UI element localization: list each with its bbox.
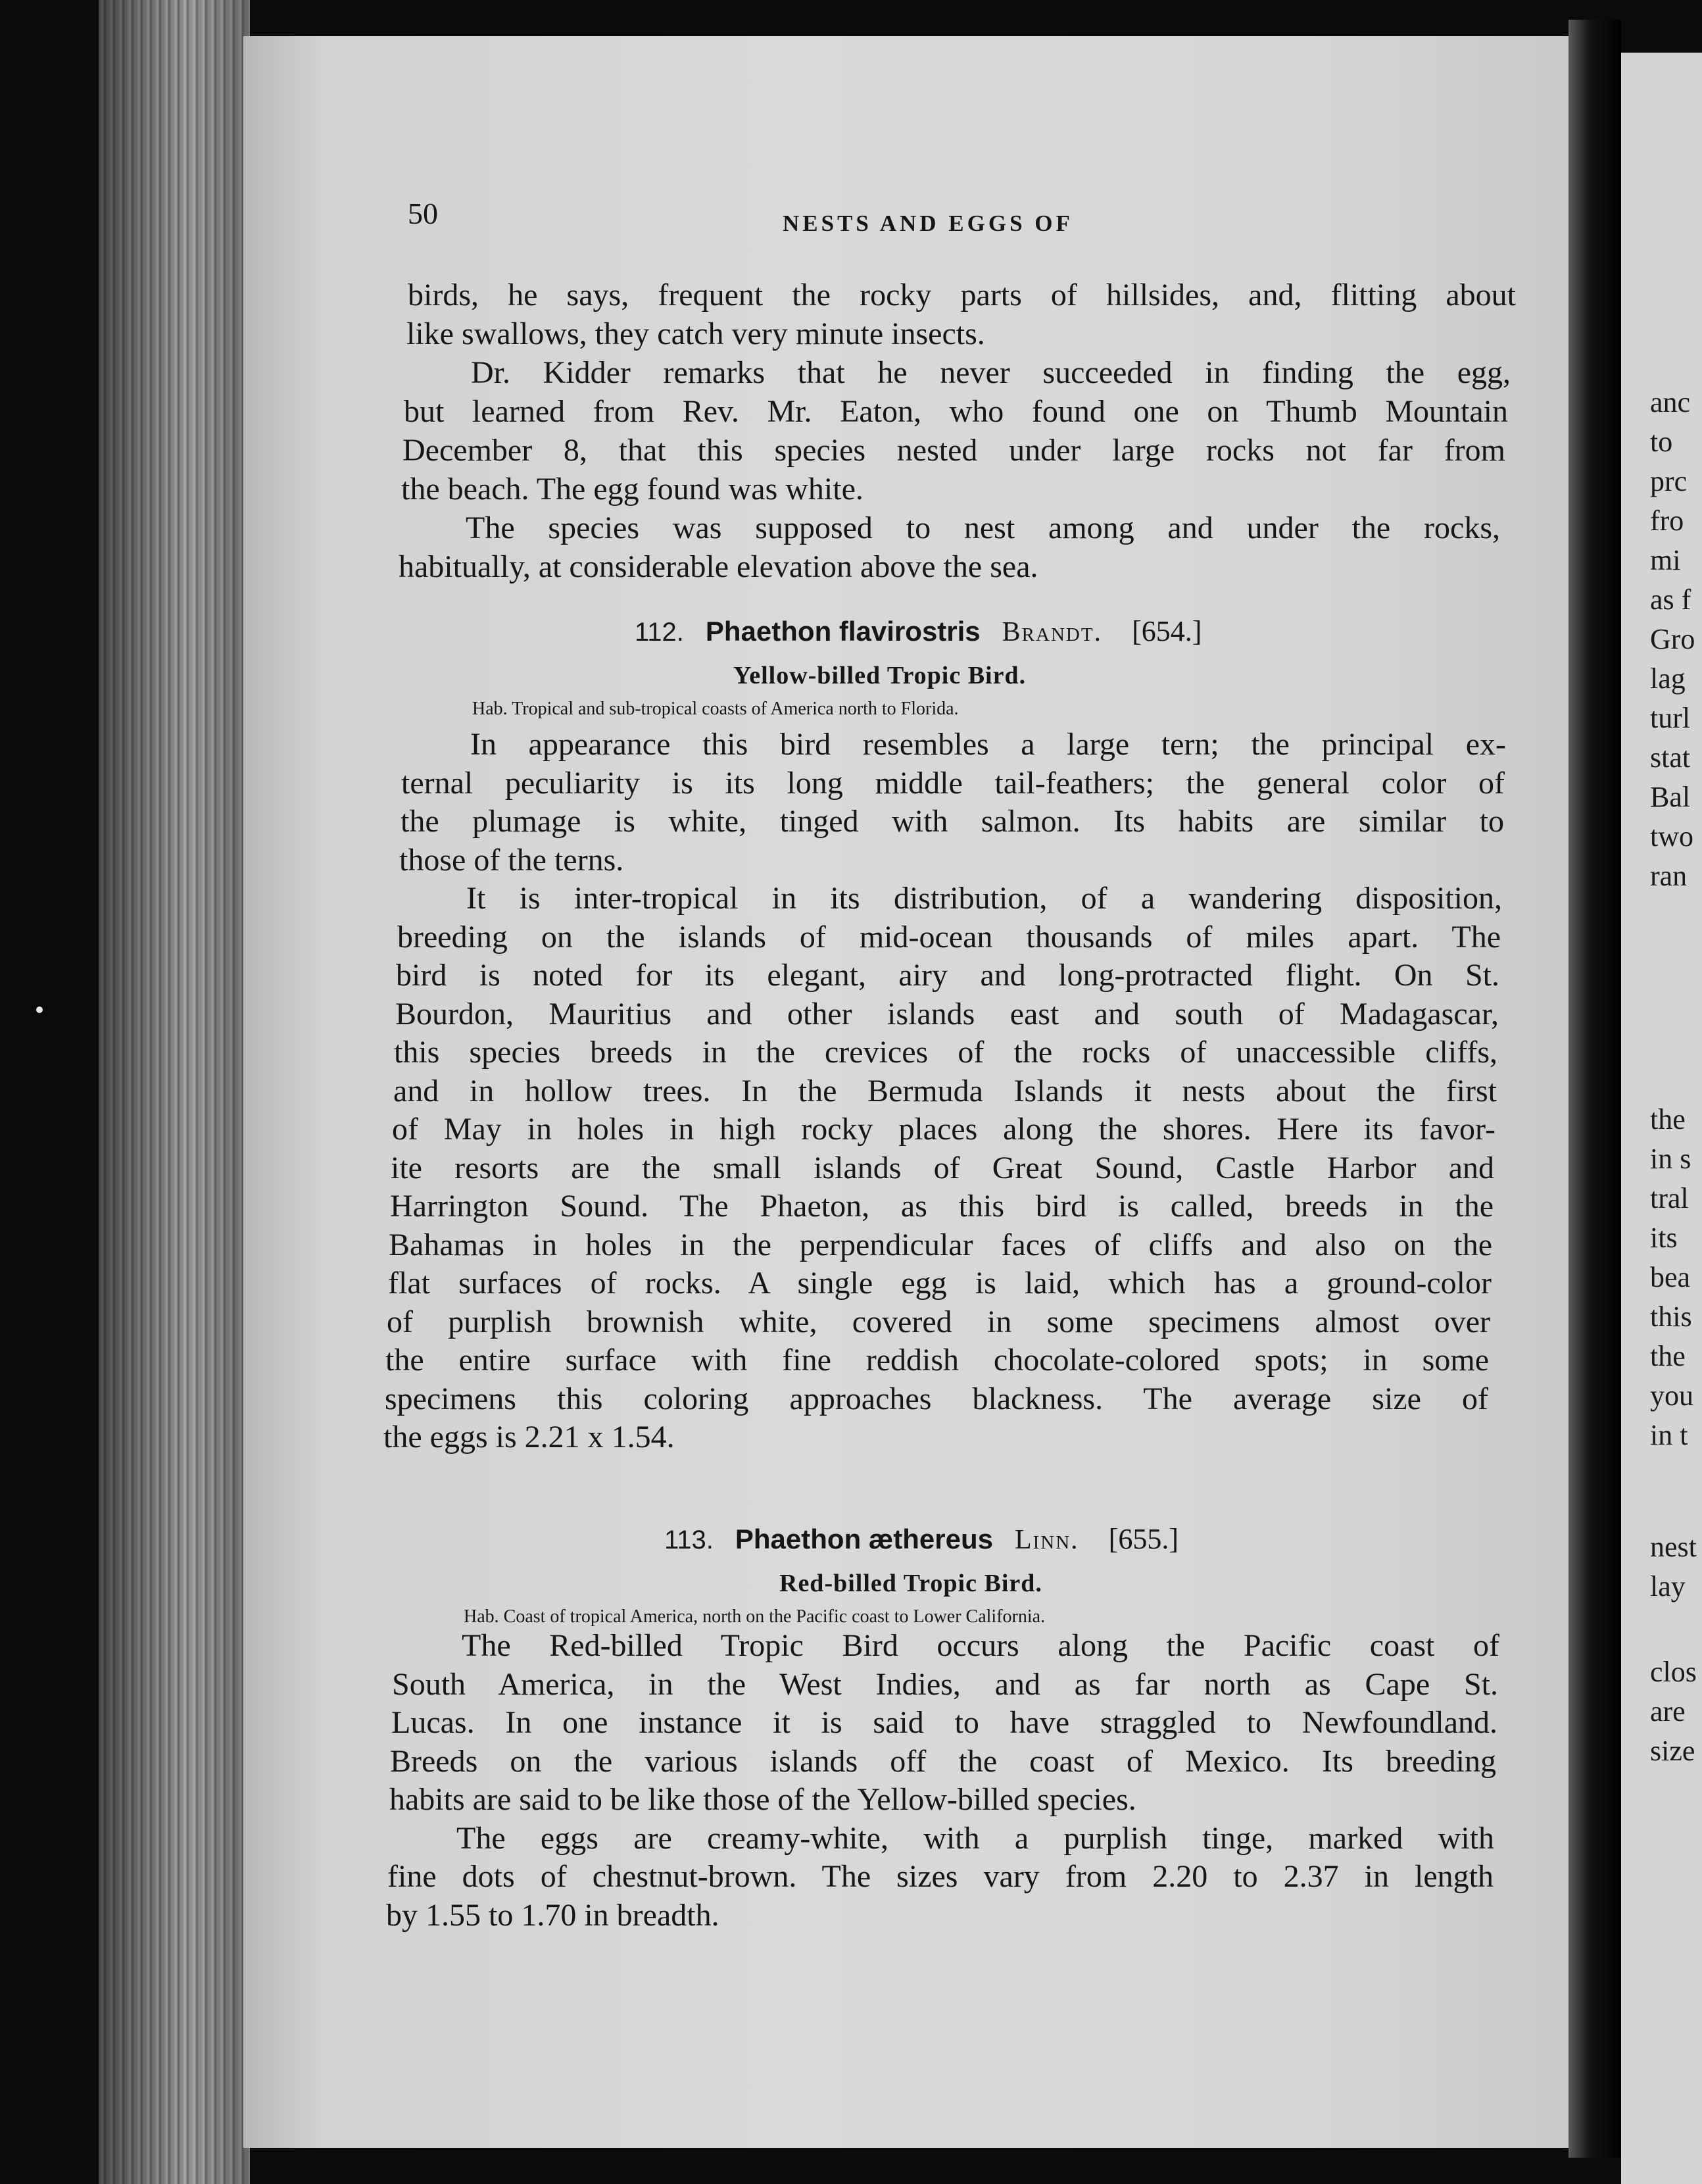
facing-page-fragment: to <box>1650 426 1673 458</box>
species-112-habitat: Hab. Tropical and sub-tropical coasts of America north to Florida. <box>472 699 959 719</box>
facing-page-fragment: in t <box>1650 1419 1688 1451</box>
intro-line: like swallows, they catch very minute insects. <box>406 316 985 351</box>
species-112-line: specimens this coloring approaches blackness. The average size of <box>385 1381 1488 1416</box>
facing-page-fragment: in s <box>1650 1143 1691 1175</box>
species-112-number: 112. <box>635 618 684 647</box>
facing-page-fragment: lay <box>1650 1570 1686 1602</box>
species-112-line: In appearance this bird resembles a large tern; the principal ex- <box>470 727 1506 762</box>
species-113-line: habits are said to be like those of the Yellow-billed species. <box>389 1782 1136 1817</box>
facing-page-fragment: the <box>1650 1103 1686 1135</box>
facing-page-fragment: stat <box>1650 741 1691 774</box>
species-113-heading <box>664 1525 1179 1554</box>
species-113-line: South America, in the West Indies, and as far north as Cape St. <box>392 1666 1498 1702</box>
species-112-code: [654.] <box>1132 615 1202 647</box>
species-113-line: The eggs are creamy-white, with a purplish tinge, marked with <box>456 1820 1494 1856</box>
species-112-heading <box>635 617 1202 646</box>
facing-page-fragment: anc <box>1650 386 1691 418</box>
species-113-line: Breeds on the various islands off the coast of Mexico. Its breeding <box>390 1743 1496 1779</box>
species-112-line: ite resorts are the small islands of Great Sound, Castle Harbor and <box>391 1150 1494 1185</box>
facing-page-fragment: you <box>1650 1379 1693 1412</box>
species-112-line: and in hollow trees. In the Bermuda Islands it nests about the first <box>393 1073 1497 1108</box>
species-112-common-name: Yellow-billed Tropic Bird. <box>733 662 1027 689</box>
intro-line: the beach. The egg found was white. <box>401 472 863 507</box>
species-112-line: It is inter-tropical in its distribution, of a wandering disposition, <box>466 881 1502 916</box>
book-gutter <box>1568 20 1621 2158</box>
species-112-line: of May in holes in high rocky places along the shores. Here its favor- <box>392 1112 1495 1147</box>
species-113-line: The Red-billed Tropic Bird occurs along the Pacific coast of <box>462 1628 1499 1663</box>
facing-page-fragment: its <box>1650 1222 1678 1254</box>
facing-page-fragment: lag <box>1650 662 1686 695</box>
species-113-habitat: Hab. Coast of tropical America, north on the Pacific coast to Lower California. <box>464 1606 1046 1627</box>
species-112-authority: Brandt. <box>1002 617 1103 647</box>
intro-line: birds, he says, frequent the rocky parts of hillsides, and, flitting about <box>408 278 1516 312</box>
facing-page-fragment: the <box>1650 1340 1686 1372</box>
facing-page-fragment: mi <box>1650 544 1681 576</box>
species-113-code: [655.] <box>1108 1523 1179 1555</box>
intro-line: Dr. Kidder remarks that he never succeeded in finding the egg, <box>471 355 1511 390</box>
species-113-number: 113. <box>664 1526 714 1554</box>
facing-page-fragment: as f <box>1650 583 1691 616</box>
facing-page-fragment: clos <box>1650 1656 1697 1688</box>
page-number: 50 <box>408 197 438 230</box>
facing-page-fragment: Gro <box>1650 623 1695 655</box>
species-112-scientific-name: Phaethon flavirostris <box>705 616 981 647</box>
species-112-line: this species breeds in the crevices of the rocks of unaccessible cliffs, <box>394 1035 1497 1070</box>
facing-page-fragment: prc <box>1650 465 1688 497</box>
facing-page-fragment: Bal <box>1650 781 1691 813</box>
intro-line: December 8, that this species nested under large rocks not far from <box>402 433 1505 468</box>
intro-line: habitually, at considerable elevation above the sea. <box>399 549 1038 584</box>
facing-page-fragment: nest <box>1650 1531 1697 1563</box>
species-113-line: fine dots of chestnut-brown. The sizes vary from 2.20 to 2.37 in length <box>387 1859 1494 1894</box>
running-head: NESTS AND EGGS OF <box>783 211 1073 236</box>
species-112-line: those of the terns. <box>399 842 624 878</box>
scan-speck <box>36 1006 43 1013</box>
species-112-line: Harrington Sound. The Phaeton, as this bird is called, breeds in the <box>390 1189 1494 1224</box>
species-112-line: breeding on the islands of mid-ocean thousands of miles apart. The <box>397 919 1501 955</box>
intro-line: but learned from Rev. Mr. Eaton, who found one on Thumb Mountain <box>404 394 1508 429</box>
species-113-scientific-name: Phaethon æthereus <box>735 1524 993 1554</box>
facing-page-fragment: tral <box>1650 1182 1689 1214</box>
facing-page-fragment: two <box>1650 820 1693 853</box>
species-112-line: flat surfaces of rocks. A single egg is laid, which has a ground-color <box>388 1266 1492 1301</box>
facing-page-fragment: ran <box>1650 860 1688 892</box>
facing-page-fragment: fro <box>1650 505 1684 537</box>
species-112-line: Bourdon, Mauritius and other islands east and south of Madagascar, <box>395 996 1499 1031</box>
species-112-line: bird is noted for its elegant, airy and long-protracted flight. On St. <box>396 958 1499 993</box>
species-113-line: by 1.55 to 1.70 in breadth. <box>386 1897 719 1933</box>
species-112-line: Bahamas in holes in the perpendicular faces of cliffs and also on the <box>389 1227 1492 1262</box>
facing-page-fragment: bea <box>1650 1261 1691 1293</box>
species-113-line: Lucas. In one instance it is said to have straggled to Newfoundland. <box>391 1705 1497 1740</box>
species-113-common-name: Red-billed Tropic Bird. <box>779 1570 1042 1597</box>
species-112-line: the plumage is white, tinged with salmon. Its habits are similar to <box>401 804 1504 839</box>
species-113-authority: Linn. <box>1014 1525 1079 1555</box>
facing-page-fragment: size <box>1650 1735 1695 1767</box>
species-112-line: of purplish brownish white, covered in some specimens almost over <box>387 1304 1490 1339</box>
facing-page <box>1621 53 1702 2184</box>
intro-line: The species was supposed to nest among and under the rocks, <box>466 510 1500 545</box>
facing-page-fragment: are <box>1650 1695 1686 1727</box>
page-edges-shadow <box>99 0 250 2184</box>
facing-page-fragment: this <box>1650 1301 1692 1333</box>
species-112-line: ternal peculiarity is its long middle tail-feathers; the general color of <box>401 765 1505 801</box>
species-112-line: the eggs is 2.21 x 1.54. <box>383 1420 675 1454</box>
species-112-line: the entire surface with fine reddish chocolate-colored spots; in some <box>385 1343 1489 1377</box>
facing-page-fragment: turl <box>1650 702 1691 734</box>
